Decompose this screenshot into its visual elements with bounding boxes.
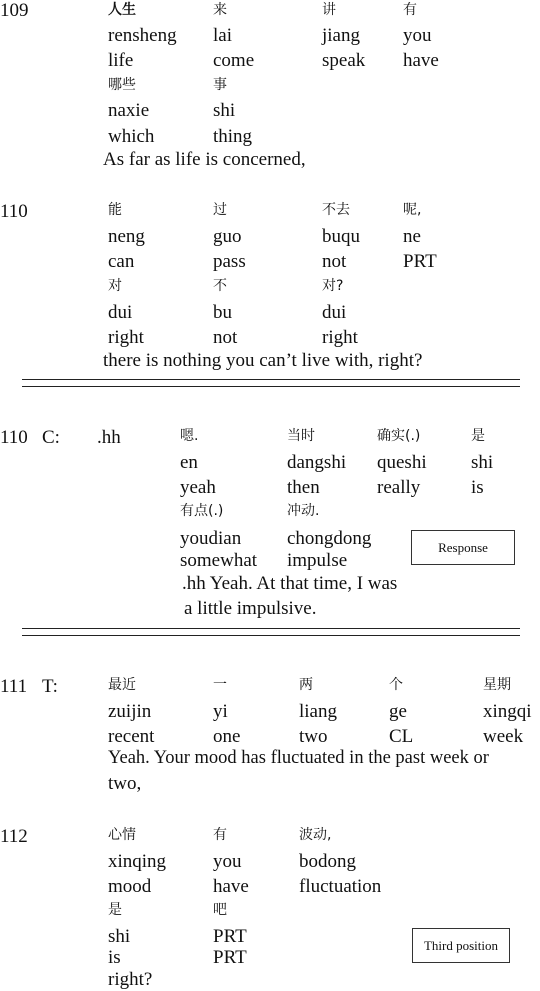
gloss: thing	[213, 126, 253, 147]
gloss: which	[108, 126, 155, 147]
gloss: pass	[213, 251, 246, 272]
gloss: PRT	[403, 251, 437, 272]
chinese-word: 讲	[322, 2, 336, 18]
romanization: chongdong	[287, 528, 372, 549]
chinese-word: 事	[213, 77, 227, 93]
chinese-word: 确实(.)	[377, 428, 421, 444]
romanization: dui	[322, 302, 347, 323]
romanization: yi	[213, 701, 228, 722]
chinese-word: 对	[108, 278, 122, 294]
romanization: shi	[108, 926, 131, 947]
chinese-word: 有	[403, 2, 417, 18]
chinese-word: 一	[213, 677, 227, 693]
gloss: really	[377, 477, 421, 498]
romanization: guo	[213, 226, 242, 247]
gloss: right	[322, 327, 358, 348]
gloss: is	[471, 477, 484, 498]
chinese-word: 当时	[287, 428, 315, 444]
chinese-word: 是	[108, 902, 122, 918]
chinese-word: 两	[299, 677, 313, 693]
chinese-word: 能	[108, 202, 122, 218]
romanization: queshi	[377, 452, 427, 473]
response-label-box	[411, 530, 515, 565]
chinese-word: 不去	[322, 202, 350, 218]
translation: As far as life is concerned,	[103, 149, 306, 170]
chinese-word: 吧	[213, 902, 227, 918]
chinese-word: 冲动.	[287, 503, 320, 519]
gloss: fluctuation	[299, 876, 382, 897]
romanization: shi	[213, 100, 236, 121]
chinese-word: 最近	[108, 677, 136, 693]
romanization: youdian	[180, 528, 242, 549]
romanization: buqu	[322, 226, 360, 247]
section-divider	[22, 628, 520, 636]
gloss: come	[213, 50, 255, 71]
chinese-word: 人生	[108, 2, 136, 18]
romanization: xingqi	[483, 701, 532, 722]
speaker-label: T:	[42, 676, 58, 697]
chinese-word: 个	[389, 677, 403, 693]
gloss: speak	[322, 50, 366, 71]
gloss: is	[108, 947, 121, 968]
chinese-word: 呢,	[403, 202, 422, 218]
chinese-word: 哪些	[108, 77, 136, 93]
line-number: 111	[0, 676, 28, 697]
gloss: life	[108, 50, 134, 71]
romanization: dangshi	[287, 452, 347, 473]
chinese-word: 来	[213, 2, 227, 18]
romanization: zuijin	[108, 701, 152, 722]
response-label: Response	[438, 539, 488, 555]
gloss: one	[213, 726, 241, 747]
gloss: PRT	[213, 947, 247, 968]
line-number: 110	[0, 201, 28, 222]
romanization: neng	[108, 226, 145, 247]
romanization: ne	[403, 226, 421, 247]
line-number: 110	[0, 427, 28, 448]
chinese-word: 过	[213, 202, 227, 218]
romanization: shi	[471, 452, 494, 473]
gloss: impulse	[287, 550, 348, 571]
gloss: have	[403, 50, 439, 71]
translation: two,	[108, 773, 142, 794]
romanization: bodong	[299, 851, 356, 872]
gloss: week	[483, 726, 524, 747]
translation: a little impulsive.	[184, 598, 317, 619]
romanization: dui	[108, 302, 133, 323]
translation: Yeah. Your mood has fluctuated in the past week or	[108, 748, 489, 768]
gloss: not	[213, 327, 238, 348]
romanization: rensheng	[108, 25, 177, 46]
gloss: somewhat	[180, 550, 258, 571]
gloss: recent	[108, 726, 155, 747]
gloss: not	[322, 251, 347, 272]
chinese-word: 是	[471, 428, 485, 444]
romanization: jiang	[322, 25, 360, 46]
romanization: liang	[299, 701, 337, 722]
translation: there is nothing you can’t live with, right?	[103, 350, 423, 371]
chinese-word: 星期	[483, 677, 511, 693]
third-position-label: Third position	[423, 937, 499, 953]
gloss: can	[108, 251, 135, 272]
romanization: you	[403, 25, 432, 46]
section-divider	[22, 379, 520, 387]
translation: .hh Yeah. At that time, I was	[182, 573, 398, 594]
gloss: CL	[389, 726, 414, 747]
romanization: bu	[213, 302, 232, 323]
chinese-word: 对?	[322, 278, 344, 294]
romanization: ge	[389, 701, 407, 722]
chinese-word: 有点(.)	[180, 503, 224, 519]
romanization: xinqing	[108, 851, 167, 872]
chinese-word: 嗯.	[180, 428, 199, 444]
chinese-word: 波动,	[299, 827, 332, 843]
gloss: then	[287, 477, 320, 498]
chinese-word: 有	[213, 827, 227, 843]
third-position-label-box	[412, 928, 510, 963]
romanization: lai	[213, 25, 232, 46]
romanization: PRT	[213, 926, 247, 947]
romanization: naxie	[108, 100, 150, 121]
romanization: en	[180, 452, 198, 473]
gloss: two	[299, 726, 328, 747]
gloss: mood	[108, 876, 152, 897]
translation: right?	[108, 969, 153, 990]
gloss: yeah	[180, 477, 216, 498]
speaker-label: C:	[42, 427, 60, 448]
breath-marker: .hh	[97, 427, 121, 448]
gloss: have	[213, 876, 249, 897]
gloss: right	[108, 327, 144, 348]
chinese-word: 不	[213, 278, 227, 294]
line-number: 109	[0, 0, 29, 21]
romanization: you	[213, 851, 242, 872]
chinese-word: 心情	[108, 827, 136, 843]
line-number: 112	[0, 826, 28, 847]
